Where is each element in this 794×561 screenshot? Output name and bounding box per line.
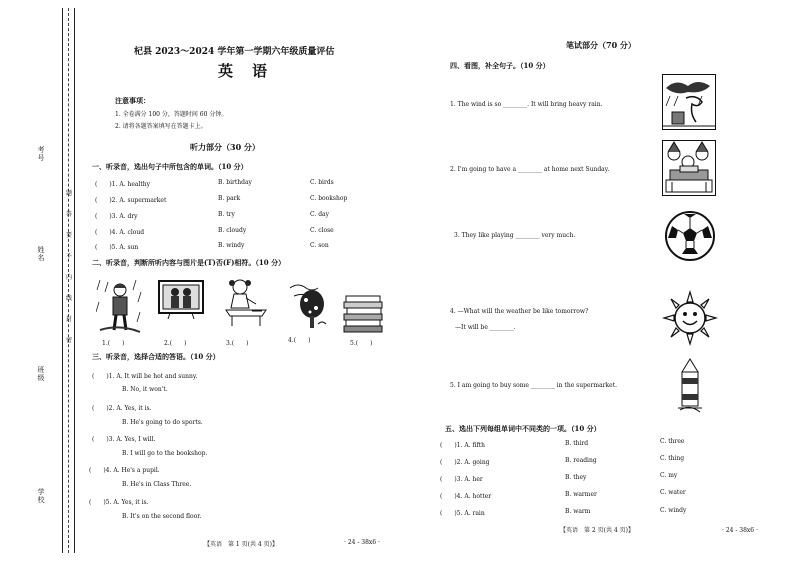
exam-no-label: 考号 [37, 146, 45, 162]
s4-question-answer-line: —It will be ________. [455, 324, 516, 331]
s1-option-a: ( )3. A. dry [95, 213, 138, 220]
storm-picture [662, 74, 716, 130]
books-picture [342, 294, 384, 334]
exam-title: 杞县 2023～2024 学年第一学期六年级质量评估 [134, 47, 335, 57]
party-picture [662, 140, 716, 196]
s3-option-a: ( )4. A. He's a pupil. [89, 467, 160, 474]
s5-option-c: C. three [660, 438, 685, 445]
s4-question: 1. The wind is so ________. It will bring heavy rain. [450, 101, 603, 108]
s5-option-c: C. thing [660, 455, 685, 462]
s3-option-a: ( )1. A. It will be hot and sunny. [92, 373, 198, 380]
seal-char: 线 [65, 295, 72, 302]
rain-boy-picture [96, 278, 144, 336]
s5-option-a: ( )4. A. hotter [440, 493, 492, 500]
school-label: 学校 [37, 488, 45, 504]
section-4-title: 四、看图，补全句子。（10 分） [450, 61, 550, 70]
s1-option-c: C. bookshop [310, 195, 348, 202]
s1-option-b: B. park [218, 195, 241, 202]
s1-option-b: B. cloudy [218, 227, 247, 234]
subject-title: 英 语 [218, 62, 270, 80]
name-label: 姓名 [37, 246, 45, 262]
s3-option-a: ( )5. A. Yes, it is. [89, 499, 149, 506]
s1-option-a: ( )1. A. healthy [95, 181, 151, 188]
seal-char: 内 [65, 274, 72, 281]
written-section-title: 笔试部分（70 分） [566, 40, 636, 50]
right-page-footer: 【英语 第 2 页(共 4 页)】 [560, 527, 634, 534]
s5-option-c: C. windy [660, 507, 687, 514]
seal-char: 密 [65, 337, 72, 344]
section-5-title: 五、选出下列每组单词中不同类的一项。（10 分） [445, 424, 601, 433]
football-picture [664, 208, 716, 264]
s5-option-a: ( )2. A. going [440, 459, 490, 466]
right-page-code: · 24 - 38x6 · [722, 527, 758, 534]
s1-option-c: C. day [310, 211, 329, 218]
girl-drawing-picture [222, 278, 268, 328]
note-item: 1. 全卷满分 100 分，答题时间 60 分钟。 [115, 111, 228, 118]
seal-char: 不 [65, 253, 72, 260]
s5-option-b: B. warm [565, 508, 591, 515]
seal-char: 封 [65, 316, 72, 323]
s3-option-a: ( )3. A. Yes, I will. [92, 436, 156, 443]
s3-option-a: ( )2. A. Yes, it is. [92, 405, 152, 412]
section-1-title: 一、听录音，选出句子中所包含的单词。（10 分） [92, 162, 248, 171]
crayon-picture [676, 358, 704, 414]
note-item: 2. 请将各题答案填写在答题卡上。 [115, 123, 207, 130]
notes-title: 注意事项： [115, 96, 150, 105]
seal-char: 答 [65, 211, 72, 218]
s1-option-c: C. birds [310, 179, 334, 186]
s1-option-b: B. birthday [218, 179, 252, 186]
s3-option-b: B. I will go to the bookshop. [122, 450, 208, 457]
s1-option-b: B. try [218, 211, 235, 218]
seal-char: 题 [65, 190, 72, 197]
s1-option-a: ( )4. A. cloud [95, 229, 145, 236]
section-2-title: 二、听录音，判断所听内容与图片是(T)否(F)相符。（10 分） [92, 258, 286, 267]
s5-option-b: B. they [565, 474, 587, 481]
s2-answer-label: 5.( ) [350, 340, 373, 347]
s5-option-c: C. water [660, 489, 686, 496]
tv-picture [158, 280, 204, 320]
s1-option-c: C. son [310, 242, 329, 249]
s1-option-a: ( )2. A. supermarket [95, 197, 167, 204]
left-page-footer: 【英语 第 1 页(共 4 页)】 [204, 541, 278, 548]
s5-option-b: B. warmer [565, 491, 597, 498]
s3-option-b: B. No, it won't. [122, 386, 168, 393]
s2-answer-label: 1.( ) [102, 340, 125, 347]
s5-option-a: ( )5. A. rain [440, 510, 485, 517]
s4-question: 5. I am going to buy some ________ in the supermarket. [450, 382, 618, 389]
class-label: 班级 [37, 366, 45, 382]
s5-option-c: C. my [660, 472, 678, 479]
s3-option-b: B. It's on the second floor. [122, 513, 202, 520]
s5-option-b: B. third [565, 440, 589, 447]
s4-question: 3. They like playing ________ very much. [454, 232, 576, 239]
windy-tree-picture [288, 280, 328, 330]
seal-char: 要 [65, 232, 72, 239]
section-3-title: 三、听录音，选择合适的答语。（10 分） [92, 352, 220, 361]
s1-option-c: C. close [310, 227, 334, 234]
left-page-code: · 24 - 38x6 · [344, 539, 380, 546]
s2-answer-label: 3.( ) [226, 340, 249, 347]
s3-option-b: B. He's going to do sports. [122, 419, 203, 426]
s4-question: 2. I'm going to have a ________ at home next Sunday. [450, 166, 610, 173]
sun-picture [662, 290, 718, 346]
s4-question: 4. —What will the weather be like tomorrow? [450, 308, 589, 315]
s2-answer-label: 4.( ) [288, 337, 311, 344]
s5-option-a: ( )3. A. her [440, 476, 483, 483]
s5-option-a: ( )1. A. fifth [440, 442, 485, 449]
s3-option-b: B. He's in Class Three. [122, 481, 192, 488]
s5-option-b: B. reading [565, 457, 597, 464]
s1-option-b: B. windy [218, 242, 245, 249]
s1-option-a: ( )5. A. sun [95, 244, 139, 251]
s2-answer-label: 2.( ) [164, 340, 187, 347]
seal-text [62, 188, 76, 344]
listening-section-title: 听力部分（30 分） [190, 142, 260, 152]
